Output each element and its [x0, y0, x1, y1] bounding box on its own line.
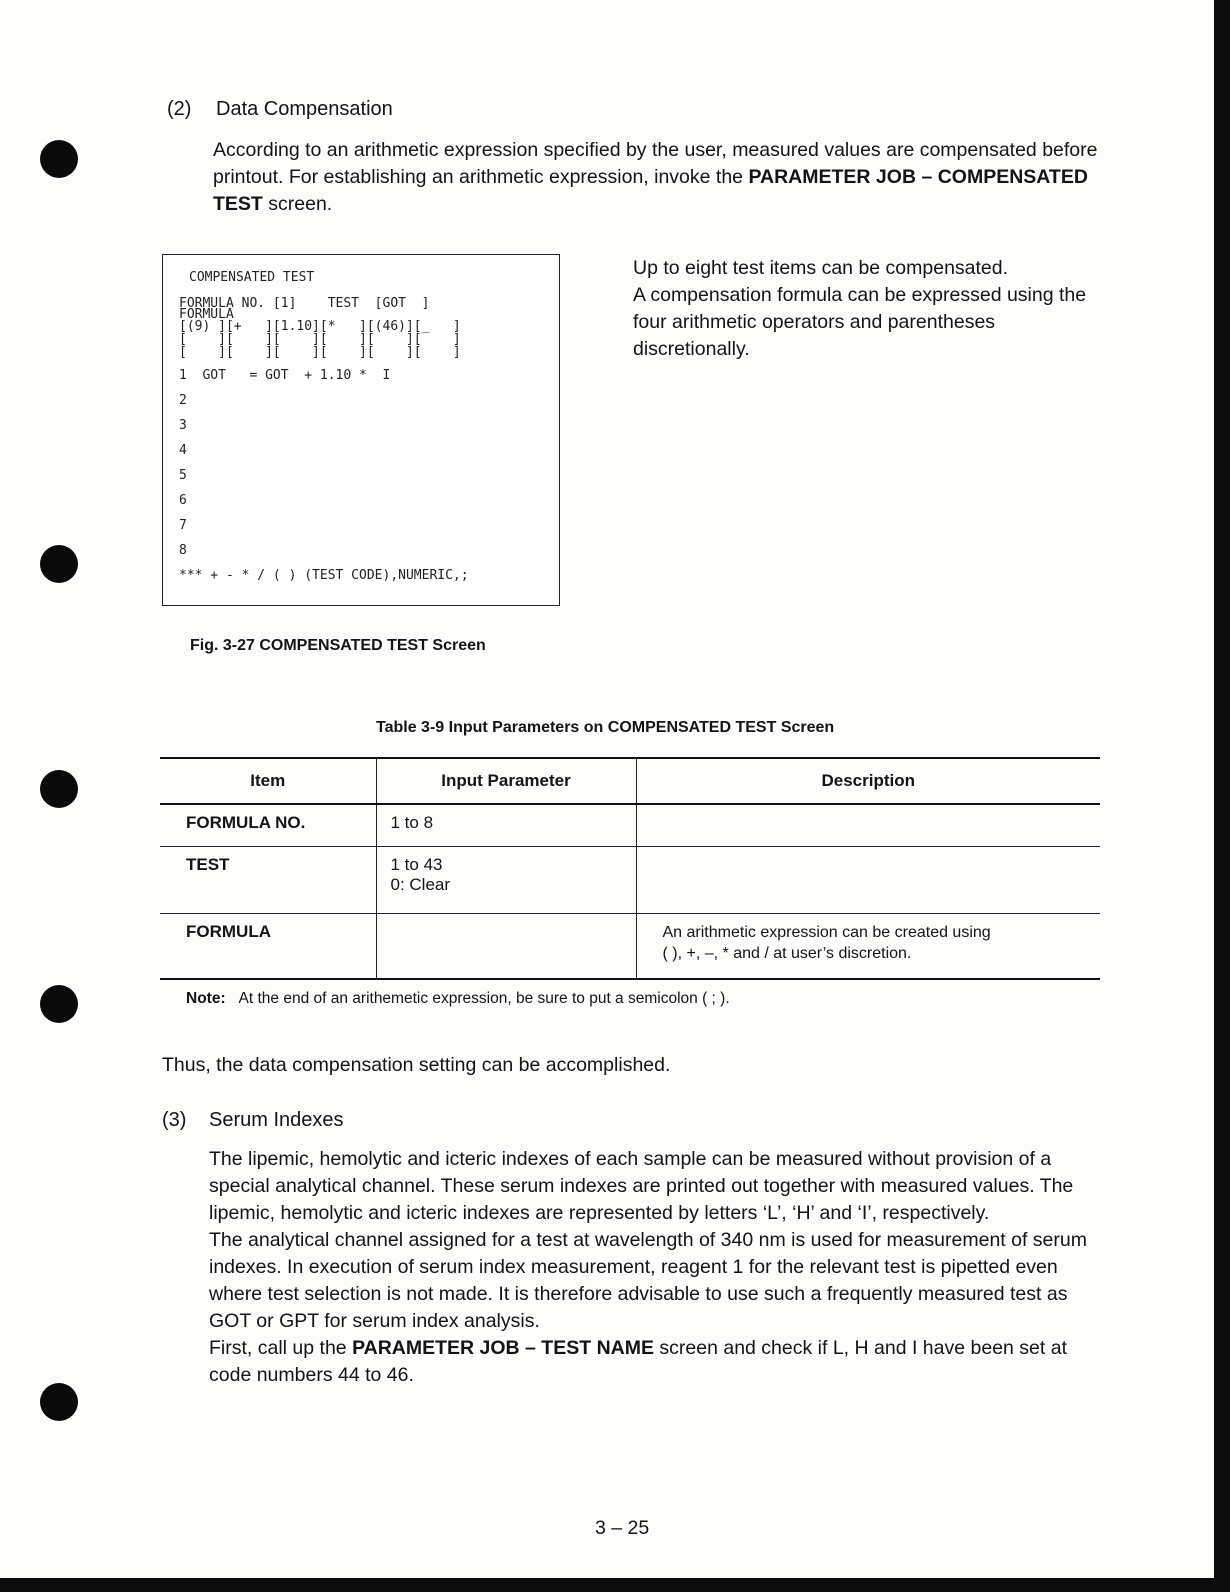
screen-line: 3	[179, 418, 187, 433]
table-header: Description	[636, 758, 1100, 804]
table-cell-desc	[636, 804, 1100, 846]
page-number: 3 – 25	[595, 1517, 650, 1539]
punch-hole	[40, 985, 78, 1023]
section-3-title: Serum Indexes	[209, 1109, 344, 1131]
screen-title: COMPENSATED TEST	[189, 270, 315, 285]
table-cell-desc: An arithmetic expression can be created using ( ), +, –, * and / at user’s discretion.	[636, 913, 1100, 979]
figure-caption: Fig. 3-27 COMPENSATED TEST Screen	[190, 637, 486, 654]
section-2-paragraph: According to an arithmetic expression specified by the user, measured values are compensated before printout. For establishing an arithmetic expression, invoke the PARAMETER JOB – COMPENSATED TEST screen.	[213, 139, 1098, 215]
section-3-paragraph: First, call up the PARAMETER JOB – TEST NAME screen and check if L, H and I have been set at code numbers 44 to 46.	[209, 1337, 1067, 1386]
table-note: Note: At the end of an arithemetic expression, be sure to put a semicolon ( ; ).	[186, 990, 730, 1007]
screen-formula-row: [ ][ ][ ][ ][ ][ ]	[179, 332, 461, 347]
screen-formula-label: FORMULA	[179, 307, 234, 322]
screen-line: 7	[179, 518, 187, 533]
screen-footer: *** + - * / ( ) (TEST CODE),NUMERIC,;	[179, 568, 469, 583]
punch-hole	[40, 140, 78, 178]
table-row	[160, 846, 1100, 913]
table-header: Input Parameter	[376, 758, 636, 804]
screen-line: 1 GOT = GOT + 1.10 * I	[179, 368, 391, 383]
section-3-paragraph: The lipemic, hemolytic and icteric indexes of each sample can be measured without provision of a special analytical channel. These serum indexes are printed out together with measured values. The lipemic, hemolytic and icteric indexes are represented by letters ‘L’, ‘H’ and ‘I’, respectively.	[209, 1148, 1074, 1224]
scan-edge-bottom	[0, 1578, 1230, 1592]
punch-hole	[40, 1383, 78, 1421]
section-3-paragraph: The analytical channel assigned for a test at wavelength of 340 nm is used for measurement of serum indexes. In execution of serum index measurement, reagent 1 for the relevant test is pipetted even where test selection is not made. It is therefore advisable to use such a frequently measured test as GOT or GPT for serum index analysis.	[209, 1229, 1087, 1332]
section-3-number: (3)	[162, 1109, 187, 1131]
scan-edge-right	[1214, 0, 1230, 1592]
side-text	[633, 255, 1093, 363]
section-2-title: Data Compensation	[216, 98, 393, 120]
side-text-line: A compensation formula can be expressed using the four arithmetic operators and parentheses discretionally.	[633, 284, 1087, 360]
screen-line: 5	[179, 468, 187, 483]
table-cell-item: TEST	[160, 846, 376, 913]
conclusion-text: Thus, the data compensation setting can be accomplished.	[162, 1054, 671, 1076]
punch-hole	[40, 545, 78, 583]
table-cell-item: FORMULA	[160, 913, 376, 979]
screen-line: 6	[179, 493, 187, 508]
screen-formula-row: [ ][ ][ ][ ][ ][ ]	[179, 345, 461, 360]
screen-line: 2	[179, 393, 187, 408]
punch-hole	[40, 770, 78, 808]
screen-line: 8	[179, 543, 187, 558]
screen-formula-row: [(9) ][+ ][1.10][* ][(46)][_ ]	[179, 319, 461, 334]
table-row	[160, 913, 1100, 979]
table-row	[160, 804, 1100, 846]
table-header: Item	[160, 758, 376, 804]
table-cell-desc	[636, 846, 1100, 913]
parameters-table	[160, 757, 1100, 980]
screen-formula-no-line: FORMULA NO. [1] TEST [GOT ]	[179, 296, 430, 311]
section-2-number: (2)	[167, 98, 192, 120]
section-3-body	[209, 1146, 1089, 1389]
table-header-row	[160, 758, 1100, 804]
table-cell-param: 1 to 8	[376, 804, 636, 846]
compensated-test-screen	[162, 254, 560, 606]
table-cell-param: 1 to 43 0: Clear	[376, 846, 636, 913]
screen-line: 4	[179, 443, 187, 458]
side-text-line: Up to eight test items can be compensated.	[633, 257, 1009, 279]
table-caption: Table 3-9 Input Parameters on COMPENSATED TEST Screen	[376, 719, 835, 736]
table-cell-item: FORMULA NO.	[160, 804, 376, 846]
table-cell-param	[376, 913, 636, 979]
